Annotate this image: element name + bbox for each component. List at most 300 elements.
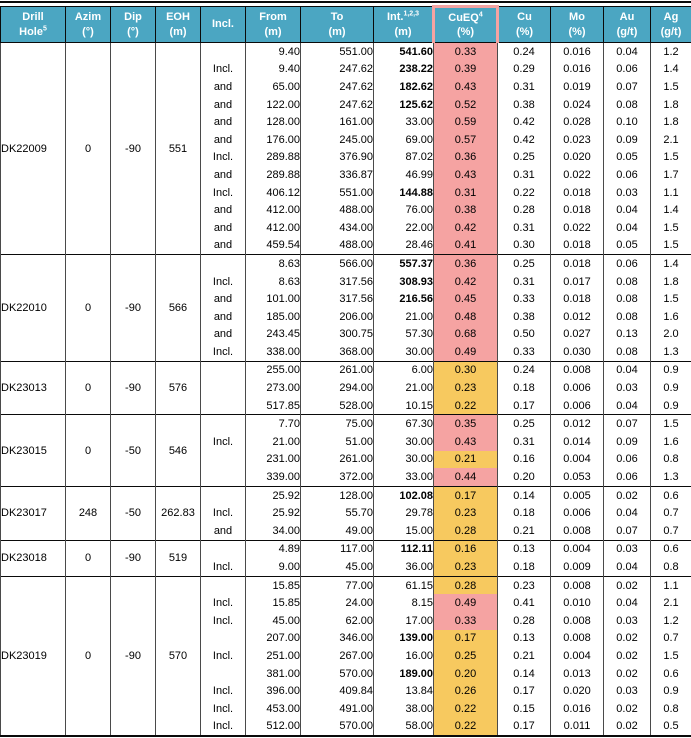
cell-from: 34.00 (246, 522, 301, 540)
cell-au: 0.02 (604, 647, 651, 665)
cell-int: 189.00 (374, 665, 434, 683)
cell-mo: 0.004 (551, 647, 604, 665)
cell-incl: Incl. (201, 273, 246, 291)
cell-mo: 0.014 (551, 433, 604, 451)
col-header-azim (66, 7, 111, 43)
cell-ag: 1.5 (651, 647, 691, 665)
cell-to: 551.00 (301, 184, 374, 202)
cell-to: 49.00 (301, 522, 374, 540)
cell-ag: 2.0 (651, 326, 691, 344)
cell-dip: -90 (111, 361, 156, 415)
cell-hole: DK23019 (1, 576, 66, 736)
cell-incl: and (201, 308, 246, 326)
cell-cu: 0.21 (498, 647, 551, 665)
cell-ag: 1.5 (651, 219, 691, 237)
col-header-line1: Au (619, 11, 635, 24)
cell-mo: 0.023 (551, 131, 604, 149)
cell-cueq: 0.57 (434, 131, 498, 149)
cell-mo: 0.008 (551, 522, 604, 540)
cell-from: 289.88 (246, 166, 301, 184)
cell-eoh: 546 (156, 415, 201, 486)
cell-cu: 0.30 (498, 237, 551, 255)
col-header-line2: Hole$^5$ (19, 24, 47, 38)
cell-int: 46.99 (374, 166, 434, 184)
col-header-from (246, 7, 301, 43)
cell-cueq: 0.22 (434, 700, 498, 718)
cell-cueq: 0.68 (434, 326, 498, 344)
cell-azim: 0 (66, 540, 111, 576)
cell-mo: 0.011 (551, 718, 604, 737)
cell-dip: -50 (111, 415, 156, 486)
cell-to: 570.00 (301, 718, 374, 737)
cell-ag: 0.5 (651, 718, 691, 737)
cell-cu: 0.22 (498, 184, 551, 202)
cell-cueq: 0.42 (434, 273, 498, 291)
cell-mo: 0.005 (551, 486, 604, 504)
cell-from: 9.00 (246, 558, 301, 576)
cell-incl (201, 255, 246, 273)
cell-cueq: 0.44 (434, 468, 498, 486)
cell-cu: 0.23 (498, 576, 551, 594)
cell-ag: 1.5 (651, 78, 691, 96)
cell-eoh: 570 (156, 576, 201, 736)
cell-from: 412.00 (246, 219, 301, 237)
col-header-line2: (m) (394, 25, 412, 38)
cell-cu: 0.33 (498, 343, 551, 361)
cell-to: 128.00 (301, 486, 374, 504)
cell-mo: 0.004 (551, 540, 604, 558)
cell-int: 87.02 (374, 149, 434, 167)
cell-mo: 0.008 (551, 361, 604, 379)
cell-au: 0.07 (604, 415, 651, 433)
cell-cu: 0.28 (498, 612, 551, 630)
cell-ag: 0.6 (651, 540, 691, 558)
cell-ag: 2.1 (651, 594, 691, 612)
cell-au: 0.03 (604, 184, 651, 202)
cell-mo: 0.008 (551, 576, 604, 594)
cell-cu: 0.18 (498, 379, 551, 397)
cell-from: 25.92 (246, 504, 301, 522)
cell-hole: DK22009 (1, 43, 66, 255)
cell-to: 62.00 (301, 612, 374, 630)
cell-cu: 0.38 (498, 308, 551, 326)
cell-from: 122.00 (246, 96, 301, 114)
cell-incl: Incl. (201, 700, 246, 718)
cell-cueq: 0.43 (434, 166, 498, 184)
cell-au: 0.09 (604, 433, 651, 451)
cell-au: 0.04 (604, 201, 651, 219)
cell-ag: 1.3 (651, 343, 691, 361)
col-header-line1: Azim (74, 11, 102, 24)
cell-int: 33.00 (374, 468, 434, 486)
cell-cu: 0.17 (498, 397, 551, 415)
cell-mo: 0.020 (551, 682, 604, 700)
cell-eoh: 262.83 (156, 486, 201, 540)
cell-au: 0.06 (604, 166, 651, 184)
cell-incl (201, 43, 246, 61)
cell-int: 61.15 (374, 576, 434, 594)
footnote-marker: 5 (42, 24, 47, 32)
cell-cu: 0.25 (498, 149, 551, 167)
cell-mo: 0.018 (551, 184, 604, 202)
cell-int: 102.08 (374, 486, 434, 504)
cell-ag: 0.8 (651, 451, 691, 469)
cell-ag: 1.1 (651, 576, 691, 594)
interval-row (1, 361, 691, 379)
cell-cueq: 0.33 (434, 43, 498, 61)
table-header (1, 7, 691, 43)
cell-to: 300.75 (301, 326, 374, 344)
cell-int: 69.00 (374, 131, 434, 149)
cell-cu: 0.24 (498, 361, 551, 379)
cell-to: 409.84 (301, 682, 374, 700)
cell-incl (201, 415, 246, 433)
col-header-line2: (m) (169, 25, 187, 38)
cell-int: 144.88 (374, 184, 434, 202)
cell-au: 0.04 (604, 504, 651, 522)
cell-from: 128.00 (246, 113, 301, 131)
cell-au: 0.02 (604, 700, 651, 718)
cell-to: 24.00 (301, 594, 374, 612)
col-header-line1: Incl. (211, 18, 234, 31)
cell-cu: 0.42 (498, 113, 551, 131)
cell-incl: and (201, 131, 246, 149)
cell-incl (201, 468, 246, 486)
cell-cu: 0.25 (498, 255, 551, 273)
cell-azim: 0 (66, 415, 111, 486)
cell-eoh: 551 (156, 43, 201, 255)
cell-ag: 1.5 (651, 149, 691, 167)
cell-ag: 0.8 (651, 558, 691, 576)
col-header-line1: Drill (22, 11, 44, 24)
cell-from: 338.00 (246, 343, 301, 361)
col-header-line2: (g/t) (660, 25, 682, 38)
cell-ag: 0.9 (651, 361, 691, 379)
cell-incl (201, 540, 246, 558)
cell-cueq: 0.25 (434, 647, 498, 665)
cell-incl: Incl. (201, 647, 246, 665)
cell-au: 0.04 (604, 43, 651, 61)
cell-from: 381.00 (246, 665, 301, 683)
cell-int: 28.46 (374, 237, 434, 255)
cell-int: 30.00 (374, 433, 434, 451)
cell-int: 13.84 (374, 682, 434, 700)
cell-int: 17.00 (374, 612, 434, 630)
cell-to: 368.00 (301, 343, 374, 361)
cell-cu: 0.29 (498, 61, 551, 79)
interval-row (1, 255, 691, 273)
cell-cu: 0.24 (498, 43, 551, 61)
cell-to: 528.00 (301, 397, 374, 415)
cell-au: 0.04 (604, 219, 651, 237)
col-header-ag (651, 7, 691, 43)
cell-cu: 0.31 (498, 219, 551, 237)
cell-mo: 0.018 (551, 201, 604, 219)
cell-from: 512.00 (246, 718, 301, 737)
cell-ag: 1.4 (651, 255, 691, 273)
col-header-line2: (%) (515, 25, 534, 38)
cell-mo: 0.008 (551, 612, 604, 630)
cell-ag: 0.6 (651, 486, 691, 504)
col-header-line1: Dip (124, 11, 142, 24)
cell-cu: 0.20 (498, 468, 551, 486)
cell-incl: and (201, 78, 246, 96)
cell-cueq: 0.42 (434, 219, 498, 237)
cell-to: 75.00 (301, 415, 374, 433)
cell-incl (201, 379, 246, 397)
cell-au: 0.04 (604, 558, 651, 576)
cell-from: 8.63 (246, 273, 301, 291)
footnote-marker: 1,2,3 (403, 10, 420, 18)
cell-eoh: 519 (156, 540, 201, 576)
cell-cueq: 0.49 (434, 343, 498, 361)
cell-to: 376.90 (301, 149, 374, 167)
cell-to: 55.70 (301, 504, 374, 522)
cell-to: 77.00 (301, 576, 374, 594)
cell-cueq: 0.22 (434, 718, 498, 737)
col-header-line2: (g/t) (616, 25, 638, 38)
cell-ag: 1.8 (651, 273, 691, 291)
col-header-line1: Int.$^{1,2,3}$ (386, 10, 420, 24)
cell-cu: 0.31 (498, 273, 551, 291)
cell-to: 247.62 (301, 61, 374, 79)
footnote-marker: 4 (478, 11, 483, 19)
cell-incl: Incl. (201, 718, 246, 737)
col-header-line1: To (330, 11, 344, 24)
cell-from: 9.40 (246, 61, 301, 79)
cell-to: 317.56 (301, 290, 374, 308)
cell-ag: 1.8 (651, 113, 691, 131)
cell-to: 245.00 (301, 131, 374, 149)
cell-cueq: 0.23 (434, 558, 498, 576)
cell-incl: and (201, 522, 246, 540)
cell-incl (201, 361, 246, 379)
cell-hole: DK23018 (1, 540, 66, 576)
cell-cueq: 0.35 (434, 415, 498, 433)
col-header-to (301, 7, 374, 43)
cell-mo: 0.028 (551, 113, 604, 131)
cell-cueq: 0.30 (434, 361, 498, 379)
cell-dip: -90 (111, 255, 156, 362)
cell-au: 0.08 (604, 343, 651, 361)
cell-from: 15.85 (246, 594, 301, 612)
col-header-cueq (434, 7, 498, 43)
cell-from: 176.00 (246, 131, 301, 149)
cell-dip: -90 (111, 576, 156, 736)
cell-ag: 0.9 (651, 379, 691, 397)
cell-int: 76.00 (374, 201, 434, 219)
cell-from: 7.70 (246, 415, 301, 433)
cell-ag: 1.7 (651, 166, 691, 184)
col-header-cu (498, 7, 551, 43)
col-header-line1: Ag (663, 11, 679, 24)
cell-int: 21.00 (374, 308, 434, 326)
cell-from: 453.00 (246, 700, 301, 718)
cell-int: 112.11 (374, 540, 434, 558)
cell-from: 4.89 (246, 540, 301, 558)
cell-au: 0.03 (604, 540, 651, 558)
cell-au: 0.03 (604, 612, 651, 630)
cell-mo: 0.030 (551, 343, 604, 361)
cell-ag: 1.4 (651, 201, 691, 219)
cell-ag: 1.5 (651, 290, 691, 308)
cell-cu: 0.31 (498, 78, 551, 96)
cell-to: 294.00 (301, 379, 374, 397)
cell-incl: and (201, 290, 246, 308)
cell-au: 0.03 (604, 379, 651, 397)
cell-eoh: 576 (156, 361, 201, 415)
cell-int: 67.30 (374, 415, 434, 433)
cell-to: 491.00 (301, 700, 374, 718)
cell-to: 570.00 (301, 665, 374, 683)
cell-au: 0.04 (604, 397, 651, 415)
cell-cueq: 0.36 (434, 149, 498, 167)
interval-row (1, 415, 691, 433)
table-body (1, 43, 691, 737)
col-header-au (604, 7, 651, 43)
cell-from: 396.00 (246, 682, 301, 700)
cell-cueq: 0.33 (434, 612, 498, 630)
cell-cueq: 0.43 (434, 78, 498, 96)
cell-ag: 2.1 (651, 131, 691, 149)
cell-incl: and (201, 201, 246, 219)
cell-cueq: 0.17 (434, 486, 498, 504)
cell-cu: 0.41 (498, 594, 551, 612)
cell-from: 459.54 (246, 237, 301, 255)
header-row (1, 7, 691, 43)
cell-cu: 0.13 (498, 540, 551, 558)
cell-cu: 0.17 (498, 682, 551, 700)
cell-from: 412.00 (246, 201, 301, 219)
cell-to: 45.00 (301, 558, 374, 576)
cell-au: 0.04 (604, 361, 651, 379)
cell-au: 0.04 (604, 594, 651, 612)
col-header-int (374, 7, 434, 43)
cell-mo: 0.009 (551, 558, 604, 576)
cell-au: 0.06 (604, 451, 651, 469)
col-header-line1: Mo (569, 11, 585, 24)
cell-incl: Incl. (201, 558, 246, 576)
cell-cu: 0.21 (498, 522, 551, 540)
cell-from: 21.00 (246, 433, 301, 451)
cell-to: 247.62 (301, 78, 374, 96)
cell-incl: Incl. (201, 433, 246, 451)
cell-au: 0.08 (604, 308, 651, 326)
cell-cu: 0.17 (498, 718, 551, 737)
cell-au: 0.08 (604, 96, 651, 114)
col-header-mo (551, 7, 604, 43)
cell-int: 16.00 (374, 647, 434, 665)
col-header-line2: (m) (264, 25, 282, 38)
cell-cueq: 0.59 (434, 113, 498, 131)
interval-row (1, 43, 691, 61)
cell-incl (201, 665, 246, 683)
cell-au: 0.05 (604, 237, 651, 255)
cell-cu: 0.15 (498, 700, 551, 718)
cell-au: 0.02 (604, 718, 651, 737)
cell-int: 8.15 (374, 594, 434, 612)
cell-azim: 0 (66, 576, 111, 736)
cell-incl: Incl. (201, 504, 246, 522)
cell-cu: 0.25 (498, 415, 551, 433)
cell-azim: 0 (66, 43, 111, 255)
cell-to: 551.00 (301, 43, 374, 61)
cell-cu: 0.28 (498, 201, 551, 219)
cell-int: 182.62 (374, 78, 434, 96)
cell-mo: 0.008 (551, 630, 604, 648)
cell-ag: 0.7 (651, 630, 691, 648)
cell-to: 372.00 (301, 468, 374, 486)
cell-ag: 0.7 (651, 522, 691, 540)
cell-ag: 1.8 (651, 96, 691, 114)
cell-dip: -90 (111, 540, 156, 576)
cell-int: 541.60 (374, 43, 434, 61)
cell-mo: 0.016 (551, 61, 604, 79)
cell-from: 185.00 (246, 308, 301, 326)
cell-incl: Incl. (201, 149, 246, 167)
interval-row (1, 486, 691, 504)
cell-from: 517.85 (246, 397, 301, 415)
cell-mo: 0.053 (551, 468, 604, 486)
cell-cu: 0.18 (498, 504, 551, 522)
cell-cueq: 0.23 (434, 504, 498, 522)
cell-cu: 0.31 (498, 166, 551, 184)
cell-cueq: 0.43 (434, 433, 498, 451)
cell-incl (201, 486, 246, 504)
cell-mo: 0.004 (551, 451, 604, 469)
cell-au: 0.07 (604, 522, 651, 540)
cell-cu: 0.42 (498, 131, 551, 149)
cell-ag: 1.5 (651, 237, 691, 255)
cell-incl: Incl. (201, 612, 246, 630)
cell-mo: 0.018 (551, 255, 604, 273)
cell-azim: 248 (66, 486, 111, 540)
cell-au: 0.06 (604, 468, 651, 486)
cell-au: 0.08 (604, 273, 651, 291)
cell-cueq: 0.17 (434, 630, 498, 648)
cell-ag: 0.9 (651, 682, 691, 700)
col-header-line2: (%) (568, 25, 586, 38)
cell-int: 29.78 (374, 504, 434, 522)
cell-incl: Incl. (201, 682, 246, 700)
cell-incl: Incl. (201, 184, 246, 202)
col-header-line1: EOH (166, 11, 190, 24)
cell-int: 38.00 (374, 700, 434, 718)
col-header-line1: From (259, 11, 287, 24)
cell-ag: 0.9 (651, 397, 691, 415)
col-header-eoh (156, 7, 201, 43)
cell-ag: 1.2 (651, 612, 691, 630)
cell-cueq: 0.28 (434, 576, 498, 594)
cell-to: 346.00 (301, 630, 374, 648)
cell-au: 0.06 (604, 255, 651, 273)
col-header-line2: (°) (127, 25, 139, 38)
cell-int: 15.00 (374, 522, 434, 540)
cell-incl: Incl. (201, 594, 246, 612)
cell-au: 0.08 (604, 290, 651, 308)
cell-int: 557.37 (374, 255, 434, 273)
col-header-incl (201, 7, 246, 43)
cell-cueq: 0.16 (434, 540, 498, 558)
cell-cueq: 0.22 (434, 397, 498, 415)
cell-cueq: 0.49 (434, 594, 498, 612)
cell-cueq: 0.26 (434, 682, 498, 700)
cell-int: 125.62 (374, 96, 434, 114)
cell-hole: DK22010 (1, 255, 66, 362)
cell-cueq: 0.36 (434, 255, 498, 273)
cell-cu: 0.13 (498, 630, 551, 648)
cell-cueq: 0.48 (434, 308, 498, 326)
